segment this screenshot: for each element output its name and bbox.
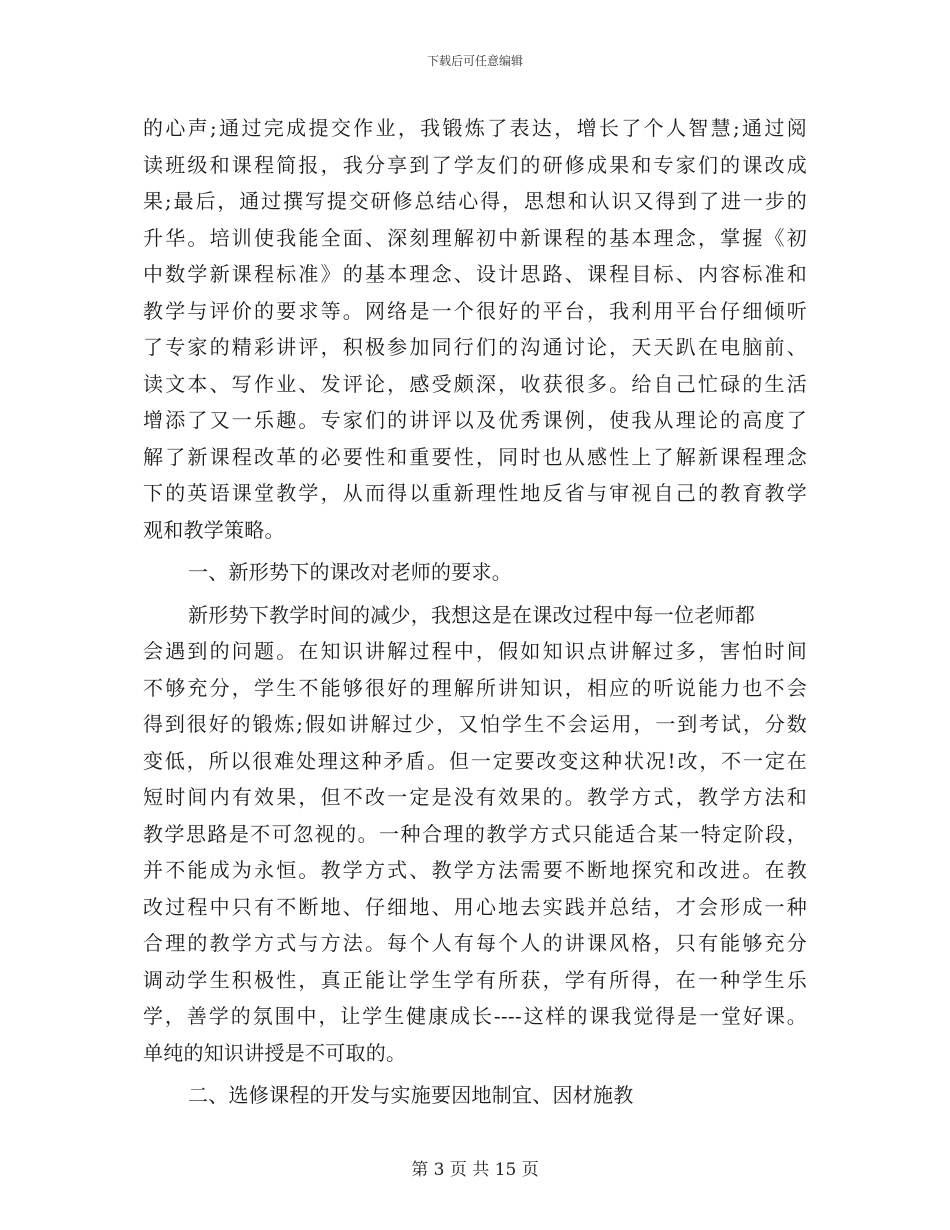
paragraph-line: 读班级和课程简报，我分享到了学友们的研修成果和专家们的课改成 [143,152,807,177]
paragraph-line: 并不能成为永恒。教学方式、教学方法需要不断地探究和改进。在教 [143,858,807,882]
paragraph-line: 观和教学策略。 [143,517,285,542]
paragraph-line: 果;最后，通过撰写提交研修总结心得，思想和认识又得到了进一步的 [143,189,807,213]
paragraph-line: 了专家的精彩讲评，积极参加同行们的沟通讨论，天天趴在电脑前、 [143,335,807,359]
section-heading: 一、新形势下的课改对老师的要求。 [188,560,512,584]
paragraph-line: 会遇到的问题。在知识讲解过程中，假如知识点讲解过多，害怕时间 [143,639,807,663]
paragraph-line: 的心声;通过完成提交作业，我锻炼了表达，增长了个人智慧;通过阅 [143,116,807,140]
paragraph-line: 新形势下教学时间的减少，我想这是在课改过程中每一位老师都 [188,602,755,627]
document-body [143,110,807,1114]
paragraph-line: 教学与评价的要求等。网络是一个很好的平台，我利用平台仔细倾听 [143,298,807,323]
paragraph-line: 学，善学的氛围中，让学生健康成长----这样的课我觉得是一堂好课。 [143,1004,807,1028]
section-heading: 二、选修课程的开发与实施要因地制宜、因材施教 [188,1083,634,1107]
page-number-footer: 第 3 页 共 15 页 [411,1160,539,1180]
page-header: 下载后可任意编辑 [426,54,523,68]
paragraph-line: 增添了又一乐趣。专家们的讲评以及优秀课例，使我从理论的高度了 [143,408,807,432]
paragraph-line: 单纯的知识讲授是不可取的。 [143,1040,407,1065]
paragraph-line: 解了新课程改革的必要性和重要性，同时也从感性上了解新课程理念 [143,444,807,469]
paragraph-line: 不够充分，学生不能够很好的理解所讲知识，相应的听说能力也不会 [143,675,807,700]
paragraph-line: 下的英语课堂教学，从而得以重新理性地反省与审视自己的教育教学 [143,481,807,505]
paragraph-line: 升华。培训使我能全面、深刻理解初中新课程的基本理念，掌握《初 [143,225,807,250]
paragraph-line: 读文本、写作业、发评论，感受颇深，收获很多。给自己忙碌的生活 [143,371,807,396]
paragraph-line: 合理的教学方式与方法。每个人有每个人的讲课风格，只有能够充分 [143,931,807,955]
paragraph-line: 中数学新课程标准》的基本理念、设计思路、课程目标、内容标准和 [143,262,807,286]
paragraph-line: 调动学生积极性，真正能让学生学有所获，学有所得，在一种学生乐 [143,967,807,992]
paragraph-line: 教学思路是不可忽视的。一种合理的教学方式只能适合某一特定阶段， [143,821,807,846]
paragraph-line: 得到很好的锻炼;假如讲解过少，又怕学生不会运用，一到考试，分数 [143,712,807,736]
paragraph-line: 变低，所以很难处理这种矛盾。但一定要改变这种状况!改，不一定在 [143,748,807,773]
paragraph-line: 改过程中只有不断地、仔细地、用心地去实践并总结，才会形成一种 [143,894,807,919]
paragraph-line: 短时间内有效果，但不改一定是没有效果的。教学方式，教学方法和 [143,785,807,809]
